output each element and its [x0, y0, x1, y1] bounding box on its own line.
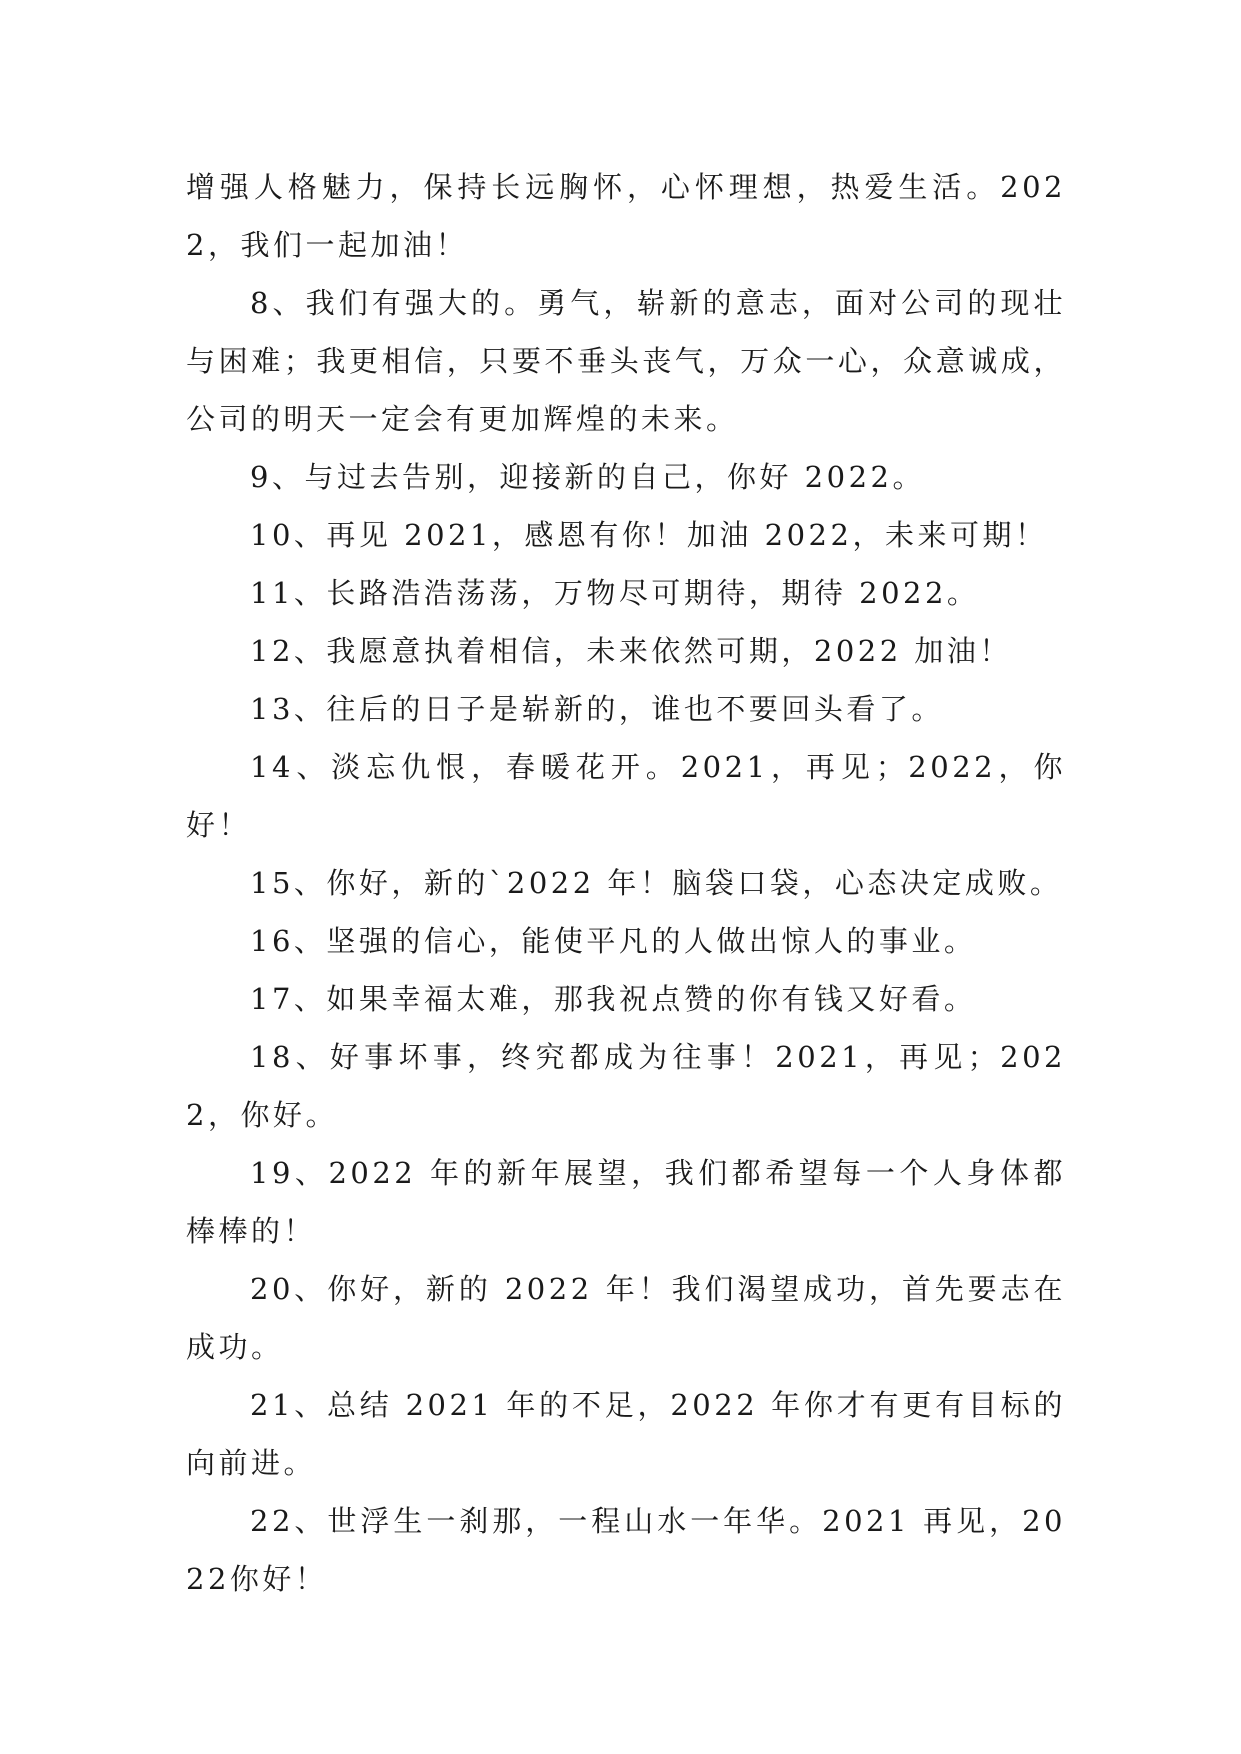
paragraph: 20、你好，新的 2022 年！我们渴望成功，首先要志在成功。: [186, 1272, 1066, 1364]
paragraph: 9、与过去告别，迎接新的自己，你好 2022。: [250, 460, 925, 494]
paragraph: 17、如果幸福太难，那我祝点赞的你有钱又好看。: [250, 982, 977, 1016]
paragraph: 22、世浮生一刹那，一程山水一年华。2021 再见，2022你好！: [186, 1504, 1066, 1596]
paragraph: 8、我们有强大的。勇气，崭新的意志，面对公司的现壮与困难；我更相信，只要不垂头丧气，万众一心，众意诚成，公司的明天一定会有更加辉煌的未来。: [186, 286, 1066, 436]
paragraph: 10、再见 2021，感恩有你！加油 2022，未来可期！: [250, 518, 1048, 552]
paragraph: 13、往后的日子是崭新的，谁也不要回头看了。: [250, 692, 944, 726]
paragraph: 19、2022 年的新年展望，我们都希望每一个人身体都棒棒的！: [186, 1156, 1066, 1248]
document-body: [186, 158, 1066, 1608]
paragraph: 12、我愿意执着相信，未来依然可期，2022 加油！: [250, 634, 1012, 668]
paragraph: 15、你好，新的`2022 年！脑袋口袋，心态决定成败。: [250, 866, 1063, 900]
paragraph: 11、长路浩浩荡荡，万物尽可期待，期待 2022。: [250, 576, 980, 610]
paragraph: 16、坚强的信心，能使平凡的人做出惊人的事业。: [250, 924, 977, 958]
paragraph: 14、淡忘仇恨，春暖花开。2021，再见；2022，你好！: [186, 750, 1066, 842]
paragraph: 18、好事坏事，终究都成为往事！2021，再见；2022，你好。: [186, 1040, 1066, 1132]
paragraph: 增强人格魅力，保持长远胸怀，心怀理想，热爱生活。2022，我们一起加油！: [186, 170, 1066, 262]
paragraph: 21、总结 2021 年的不足，2022 年你才有更有目标的向前进。: [186, 1388, 1066, 1480]
